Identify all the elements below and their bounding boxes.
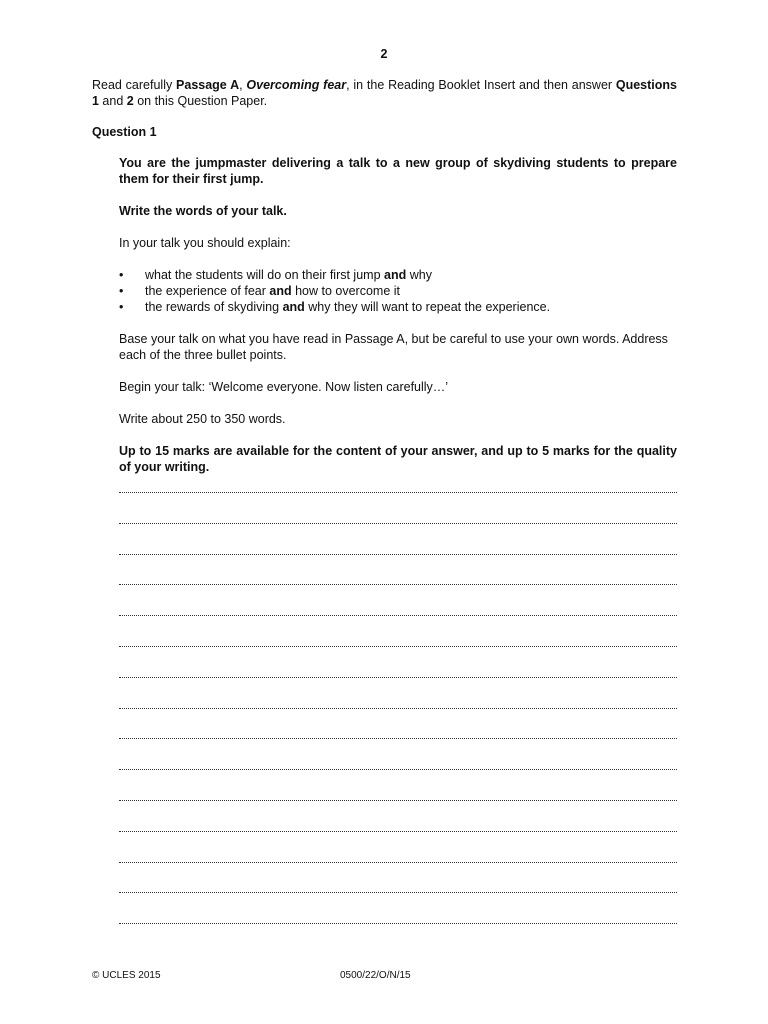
answer-line[interactable]: [119, 831, 677, 832]
intro-text-1: Read carefully: [92, 78, 177, 92]
answer-line[interactable]: [119, 677, 677, 678]
answer-line[interactable]: [119, 769, 677, 770]
bullet-icon: •: [119, 300, 124, 314]
list-item: [119, 299, 677, 315]
intro-paragraph: [92, 77, 677, 109]
questions-ref: Questions 1: [92, 78, 677, 108]
instruction: Write the words of your talk.: [119, 204, 287, 218]
base-note: Base your talk on what you have read in Passage A, but be careful to use your own words. Address each of the three bullet points.: [119, 332, 668, 362]
intro-comma: ,: [239, 78, 247, 92]
answer-line[interactable]: [119, 554, 677, 555]
answer-line[interactable]: [119, 615, 677, 616]
answer-line[interactable]: [119, 862, 677, 863]
intro-text-2: , in the Reading Booklet Insert and then answer: [346, 78, 616, 92]
word-count-note: Write about 250 to 350 words.: [119, 412, 286, 426]
explain-lead: In your talk you should explain:: [119, 236, 291, 250]
passage-title: Overcoming fear: [246, 78, 347, 92]
bullet-text: the rewards of skydiving: [145, 300, 283, 314]
page-number: 2: [380, 47, 388, 61]
bullet-text: the experience of fear: [145, 284, 270, 298]
bullet-icon: •: [119, 284, 124, 298]
bullet-text: what the students will do on their first jump: [145, 268, 385, 282]
answer-line[interactable]: [119, 892, 677, 893]
question-heading: Question 1: [92, 125, 157, 139]
intro-text-3: on this Question Paper.: [133, 94, 268, 108]
bullet-list: [119, 267, 677, 315]
bullet-bold: and: [384, 268, 407, 282]
answer-line[interactable]: [119, 708, 677, 709]
question-two-ref: 2: [126, 94, 134, 108]
bullet-bold: and: [269, 284, 292, 298]
answer-line[interactable]: [119, 738, 677, 739]
bullet-text: why they will want to repeat the experience.: [304, 300, 551, 314]
question-body: [119, 155, 677, 475]
answer-line[interactable]: [119, 800, 677, 801]
answer-line[interactable]: [119, 492, 677, 493]
begin-note: Begin your talk: ‘Welcome everyone. Now listen carefully…’: [119, 380, 449, 394]
answer-line[interactable]: [119, 646, 677, 647]
bullet-text: how to overcome it: [291, 284, 401, 298]
bullet-icon: •: [119, 268, 124, 282]
intro-and: and: [98, 94, 127, 108]
paper-code-footer: 0500/22/O/N/15: [340, 970, 411, 981]
answer-line[interactable]: [119, 923, 677, 924]
answer-line[interactable]: [119, 523, 677, 524]
copyright-footer: © UCLES 2015: [92, 970, 161, 981]
answer-area[interactable]: [119, 492, 677, 954]
list-item: [119, 283, 677, 299]
passage-name: Passage A: [176, 78, 240, 92]
marks-note: Up to 15 marks are available for the content of your answer, and up to 5 marks for the quality of your writing.: [119, 444, 677, 474]
answer-line[interactable]: [119, 584, 677, 585]
bullet-bold: and: [282, 300, 305, 314]
bullet-text: why: [406, 268, 432, 282]
task-statement: You are the jumpmaster delivering a talk to a new group of skydiving students to prepare them for their first jump.: [119, 156, 677, 186]
list-item: [119, 267, 677, 283]
